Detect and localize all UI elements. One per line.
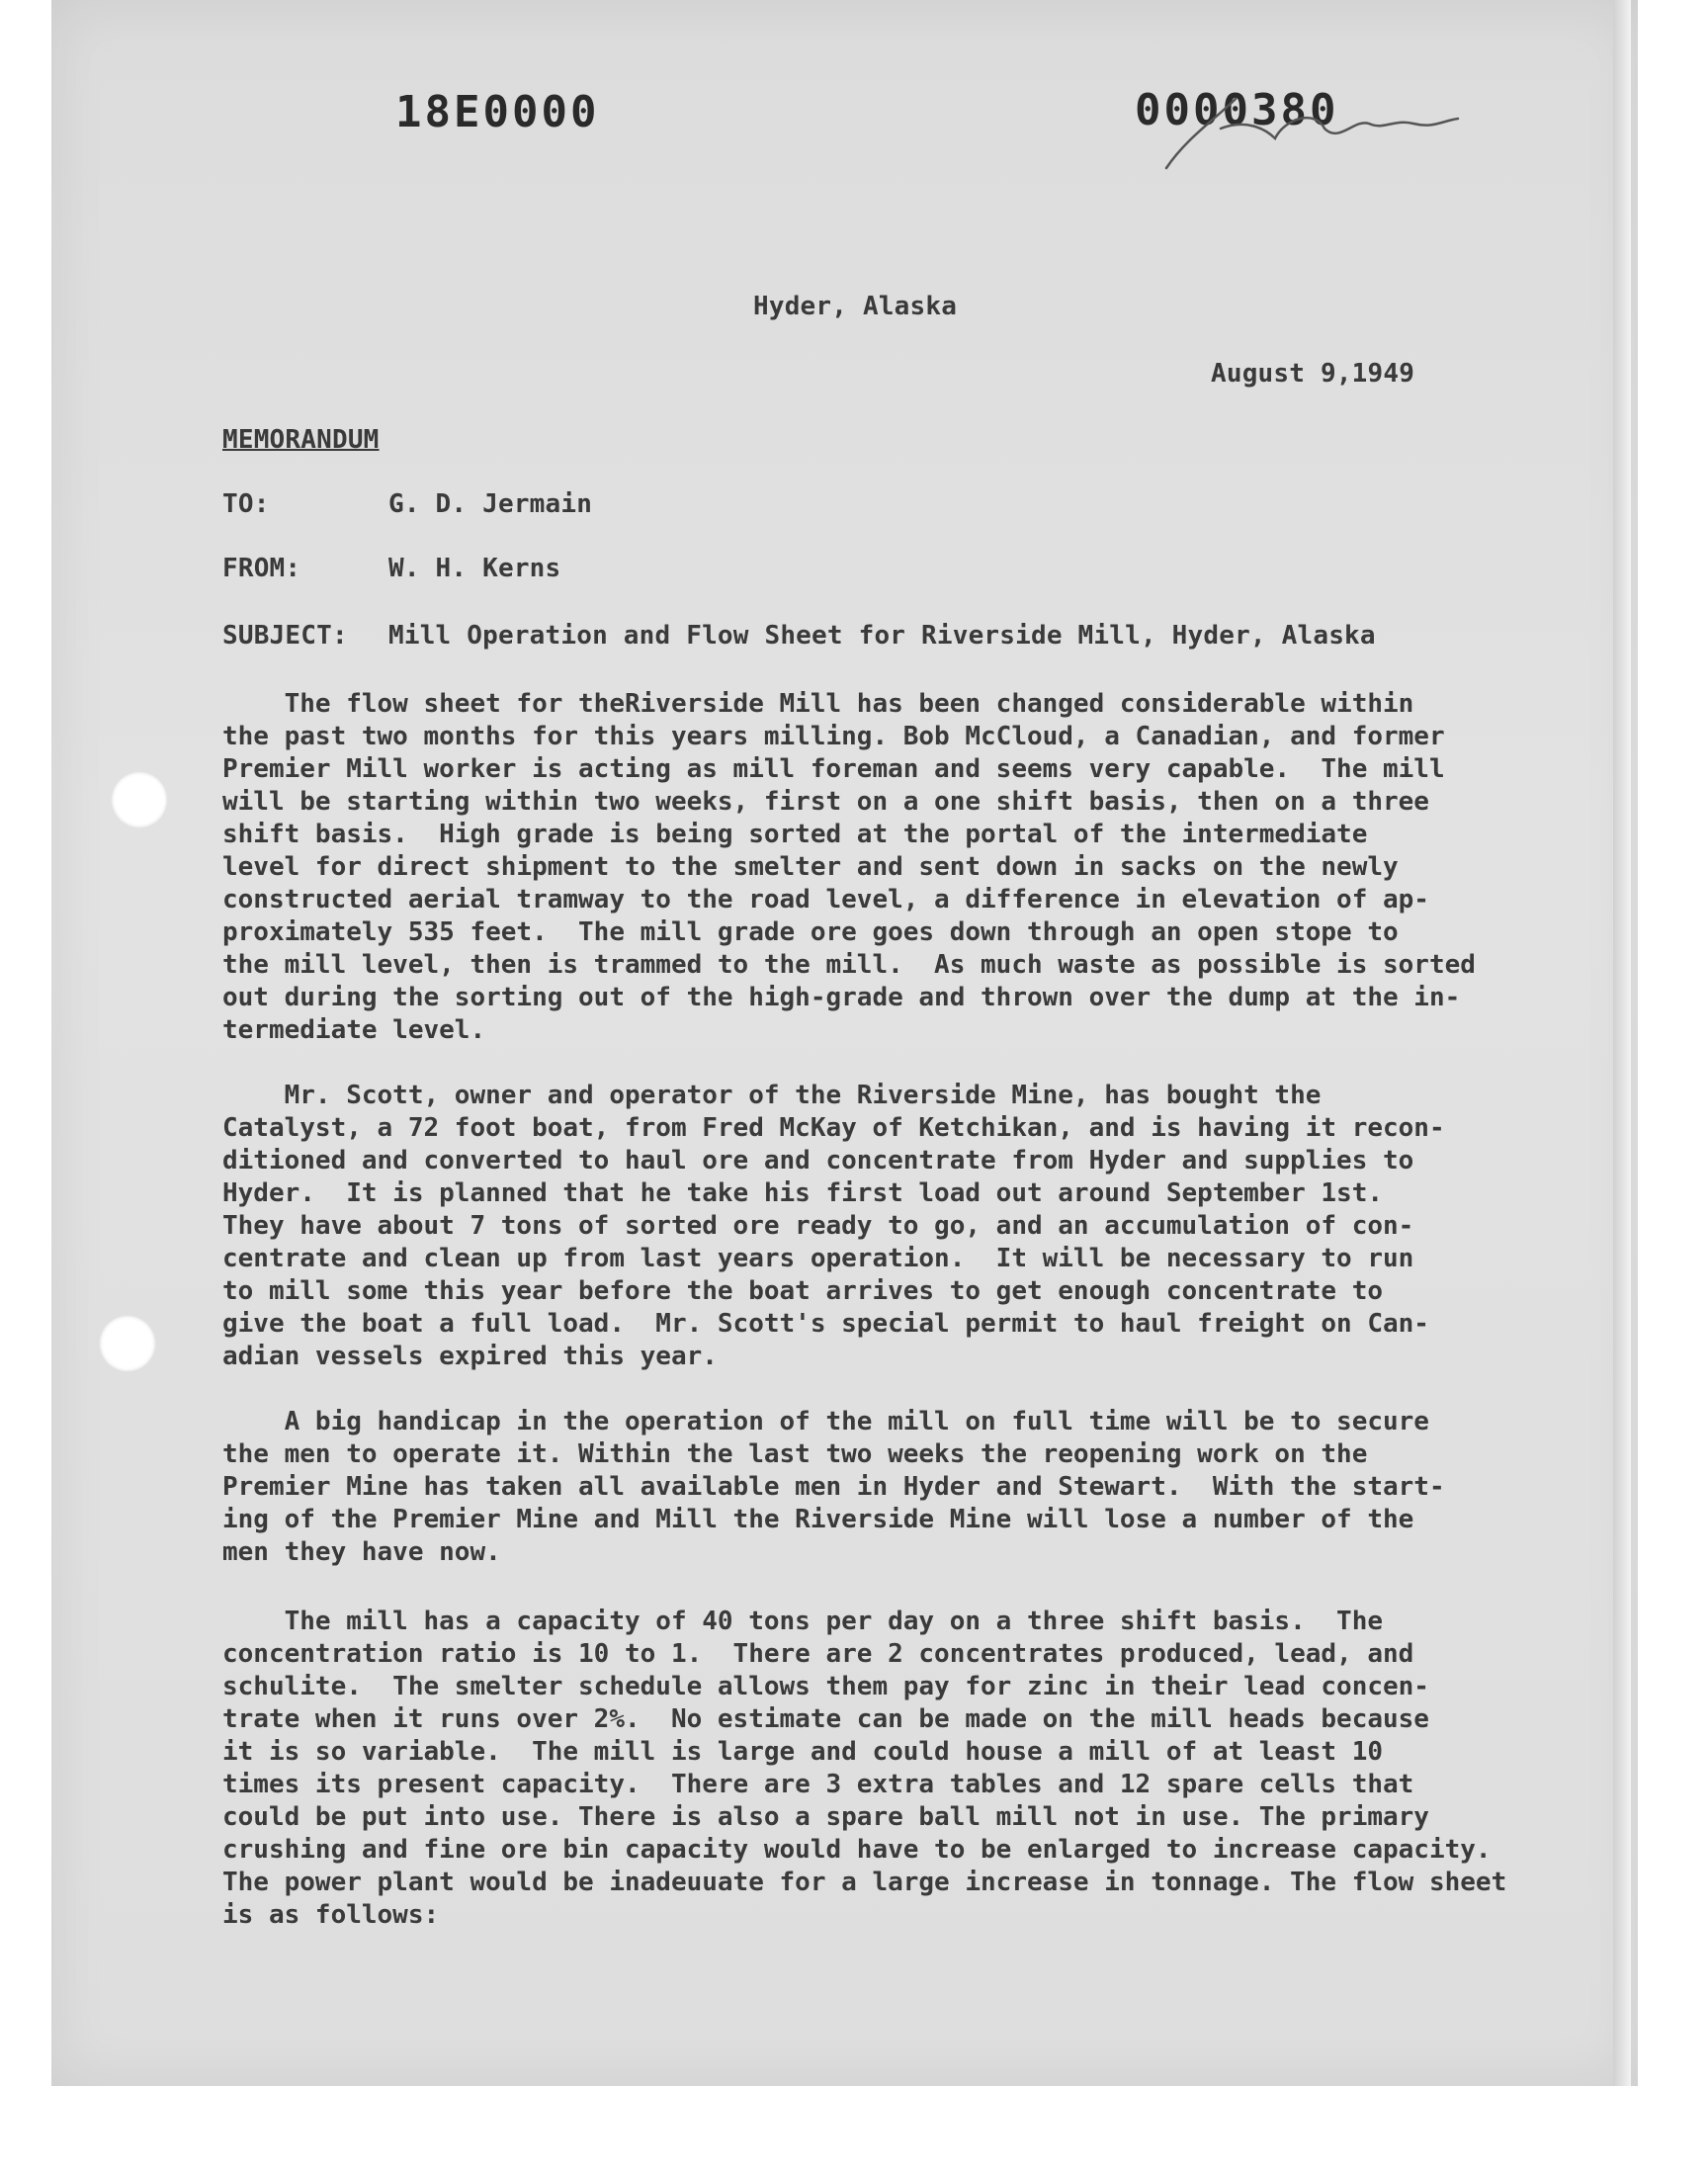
- to-value: G. D. Jermain: [388, 489, 593, 519]
- paragraph-line: Mr. Scott, owner and operator of the Riverside Mine, has bought the: [222, 1081, 1322, 1110]
- paragraph-4: [222, 1606, 1586, 1932]
- stamp-number-right: 0000380: [1135, 85, 1339, 135]
- paragraph-line: times its present capacity. There are 3 extra tables and 12 spare cells that: [222, 1770, 1414, 1799]
- paragraph-line: ditioned and converted to haul ore and concentrate from Hyder and supplies to: [222, 1146, 1414, 1175]
- paragraph-line: Premier Mine has taken all available men in Hyder and Stewart. With the start-: [222, 1472, 1445, 1502]
- paragraph-line: proximately 535 feet. The mill grade ore goes down through an open stope to: [222, 917, 1399, 947]
- paragraph-line: trate when it runs over 2%. No estimate can be made on the mill heads because: [222, 1704, 1429, 1734]
- paragraph-line: the past two months for this years milling. Bob McCloud, a Canadian, and former: [222, 722, 1445, 751]
- paragraph-line: Catalyst, a 72 foot boat, from Fred McKay of Ketchikan, and is having it recon-: [222, 1113, 1445, 1143]
- paragraph-line: will be starting within two weeks, first on a one shift basis, then on a three: [222, 787, 1429, 817]
- page-edge-shadow: [1613, 0, 1631, 2086]
- paragraph-line: The mill has a capacity of 40 tons per day on a three shift basis. The: [222, 1607, 1383, 1636]
- paragraph-line: A big handicap in the operation of the mill on full time will be to secure: [222, 1407, 1429, 1436]
- paragraph-line: termediate level.: [222, 1015, 486, 1045]
- paragraph-line: out during the sorting out of the high-grade and thrown over the dump at the in-: [222, 983, 1461, 1012]
- paragraph-line: schulite. The smelter schedule allows them pay for zinc in their lead concen-: [222, 1672, 1429, 1701]
- paragraph-line: Hyder. It is planned that he take his first load out around September 1st.: [222, 1178, 1383, 1208]
- paragraph-line: the mill level, then is trammed to the mill. As much waste as possible is sorted: [222, 950, 1476, 980]
- memo-title: MEMORANDUM: [222, 425, 380, 455]
- paragraph-line: crushing and fine ore bin capacity would have to be enlarged to increase capacity.: [222, 1835, 1492, 1865]
- paragraph-line: ing of the Premier Mine and Mill the Riverside Mine will lose a number of the: [222, 1505, 1414, 1534]
- paragraph-line: shift basis. High grade is being sorted at the portal of the intermediate: [222, 820, 1368, 849]
- subject-value: Mill Operation and Flow Sheet for Riverside Mill, Hyder, Alaska: [388, 621, 1376, 651]
- punch-hole-bottom: [99, 1315, 156, 1372]
- paragraph-line: concentration ratio is 10 to 1. There are 2 concentrates produced, lead, and: [222, 1639, 1414, 1669]
- paragraph-line: it is so variable. The mill is large and could house a mill of at least 10: [222, 1737, 1383, 1767]
- paragraph-line: could be put into use. There is also a spare ball mill not in use. The primary: [222, 1802, 1429, 1832]
- punch-hole-top: [111, 771, 168, 828]
- paragraph-line: men they have now.: [222, 1537, 501, 1567]
- paragraph-3: [222, 1406, 1586, 1569]
- place-line: Hyder, Alaska: [753, 292, 958, 321]
- handwritten-signature: [1127, 59, 1463, 188]
- stamp-number-left: 18E0000: [395, 87, 600, 137]
- paragraph-line: The power plant would be inadeuuate for a large increase in tonnage. The flow sheet: [222, 1868, 1507, 1897]
- paragraph-line: centrate and clean up from last years operation. It will be necessary to run: [222, 1244, 1414, 1273]
- from-label: FROM:: [222, 554, 301, 583]
- paragraph-1: [222, 688, 1586, 1047]
- paragraph-line: give the boat a full load. Mr. Scott's special permit to haul freight on Can-: [222, 1309, 1429, 1339]
- paragraph-line: Premier Mill worker is acting as mill foreman and seems very capable. The mill: [222, 754, 1445, 784]
- paragraph-line: to mill some this year before the boat arrives to get enough concentrate to: [222, 1276, 1383, 1306]
- date-line: August 9,1949: [1211, 359, 1415, 389]
- to-label: TO:: [222, 489, 270, 519]
- subject-label: SUBJECT:: [222, 621, 348, 651]
- paragraph-line: constructed aerial tramway to the road level, a difference in elevation of ap-: [222, 885, 1429, 914]
- paragraph-line: is as follows:: [222, 1900, 440, 1930]
- paragraph-line: the men to operate it. Within the last two weeks the reopening work on the: [222, 1439, 1368, 1469]
- paragraph-line: adian vessels expired this year.: [222, 1342, 718, 1371]
- paragraph-line: level for direct shipment to the smelter and sent down in sacks on the newly: [222, 852, 1399, 882]
- from-value: W. H. Kerns: [388, 554, 561, 583]
- paragraph-line: They have about 7 tons of sorted ore ready to go, and an accumulation of con-: [222, 1211, 1414, 1241]
- paragraph-2: [222, 1080, 1586, 1373]
- paragraph-line: The flow sheet for theRiverside Mill has been changed considerable within: [222, 689, 1414, 719]
